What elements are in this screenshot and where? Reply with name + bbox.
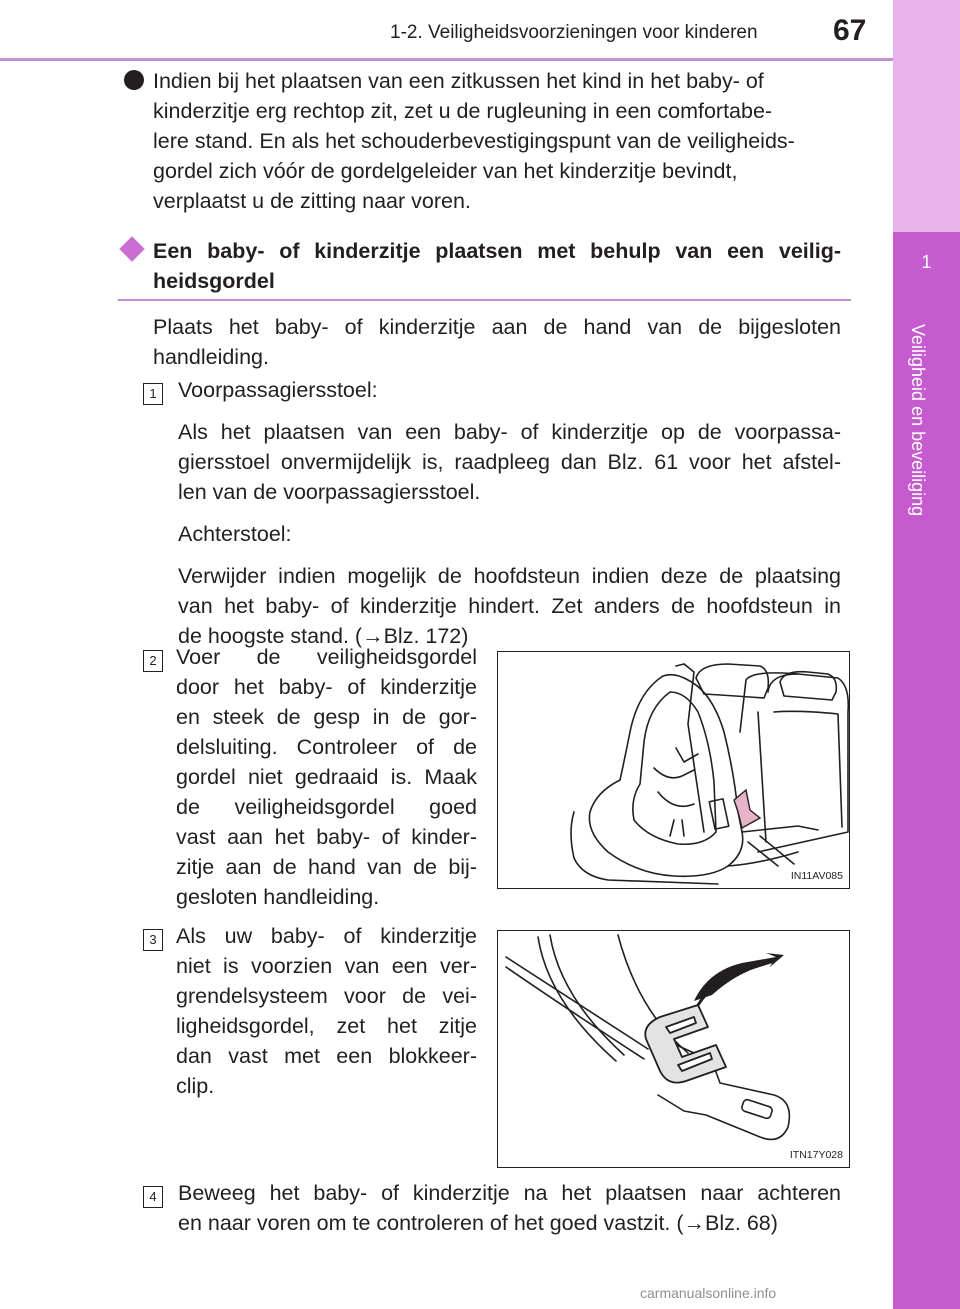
text-line: zitje aan de hand van de bij-: [176, 855, 477, 879]
text-line: en steek de gesp in de gor-: [176, 705, 477, 729]
text-line: gordel zich vóór de gordelgeleider van het kinderzitje bevindt,: [153, 159, 738, 183]
child-seat-drawing: [498, 652, 849, 888]
text-line: Verwijder indien mogelijk de hoofdsteun indien deze de plaatsing: [178, 564, 841, 588]
heading-line: Een baby- of kinderzitje plaatsen met behulp van een veilig-: [153, 239, 841, 263]
step-2-text: [176, 642, 477, 912]
section-intro: [153, 312, 841, 372]
text-line: verplaatst u de zitting naar voren.: [153, 189, 471, 213]
text-line: giersstoel onvermijdelijk is, raadpleeg dan Blz. 61 voor het afstel-: [178, 450, 841, 474]
text-line: lere stand. En als het schouderbevestigingspunt van de veiligheids-: [153, 129, 795, 153]
text-line: en naar voren om te controleren of het goed vastzit. (→Blz. 68): [178, 1211, 778, 1235]
text-line: Als het plaatsen van een baby- of kinderzitje op de voorpassa-: [178, 420, 841, 444]
child-seat-illustration: [497, 651, 850, 889]
step-number-badge: 1: [143, 383, 163, 405]
text-line: Plaats het baby- of kinderzitje aan de hand van de bijgesloten: [153, 315, 841, 339]
text-line: grendelsysteem voor de vei-: [176, 984, 477, 1008]
text-line: door het baby- of kinderzitje: [176, 675, 477, 699]
locking-clip-drawing: [498, 931, 849, 1167]
diamond-icon: [119, 236, 144, 261]
text-line: Indien bij het plaatsen van een zitkussen het kind in het baby- of: [153, 69, 764, 93]
step-number-badge: 2: [143, 650, 163, 672]
text-line: Achterstoel:: [178, 522, 292, 546]
section-rule: [118, 299, 851, 301]
bullet-paragraph: [153, 66, 841, 216]
page-number: 67: [833, 14, 867, 47]
text-line: kinderzitje erg rechtop zit, zet u de rugleuning in een comfortabe-: [153, 99, 773, 123]
text-line: gordel niet gedraaid is. Maak: [176, 765, 477, 789]
text-line: Als uw baby- of kinderzitje: [176, 924, 477, 948]
locking-clip-illustration: [497, 930, 850, 1168]
section-title: 1-2. Veiligheidsvoorzieningen voor kinderen: [390, 22, 758, 43]
text-line: de hoogste stand. (→Blz. 172): [178, 624, 469, 648]
bullet-icon: [124, 70, 144, 90]
figure-code: IN11AV085: [790, 870, 843, 882]
text-line: Voer de veiligheidsgordel: [176, 645, 477, 669]
text-line: niet is voorzien van een ver-: [176, 954, 477, 978]
text-line: ligheidsgordel, zet het zitje: [176, 1014, 477, 1038]
step-number-badge: 3: [143, 929, 163, 951]
figure-code: ITN17Y028: [789, 1149, 843, 1161]
header-rule: [0, 58, 893, 61]
step-3-text: [176, 921, 477, 1101]
step-number-badge: 4: [143, 1186, 163, 1208]
chapter-title: Veiligheid en beveiliging: [908, 324, 928, 517]
text-line: de veiligheidsgordel goed: [176, 795, 477, 819]
text-line: vast aan het baby- of kinder-: [176, 825, 477, 849]
watermark: carmanualsonline.info: [640, 1285, 777, 1301]
text-line: Beweeg het baby- of kinderzitje na het plaatsen naar achteren: [178, 1181, 841, 1205]
text-line: Voorpassagiersstoel:: [178, 378, 378, 402]
text-line: van het baby- of kinderzitje hindert. Zet anders de hoofdsteun in: [178, 594, 841, 618]
text-line: dan vast met een blokkeer-: [176, 1044, 477, 1068]
step-4-text: [178, 1178, 841, 1238]
text-line: len van de voorpassagiersstoel.: [178, 480, 481, 504]
chapter-number: 1: [921, 252, 932, 272]
text-line: delsluiting. Controleer of de: [176, 735, 477, 759]
text-line: gesloten handleiding.: [176, 885, 380, 909]
heading-line: heidsgordel: [153, 269, 275, 293]
step-1-text: [178, 375, 841, 651]
section-heading: [153, 236, 841, 296]
text-line: handleiding.: [153, 345, 269, 369]
text-line: clip.: [176, 1074, 215, 1098]
